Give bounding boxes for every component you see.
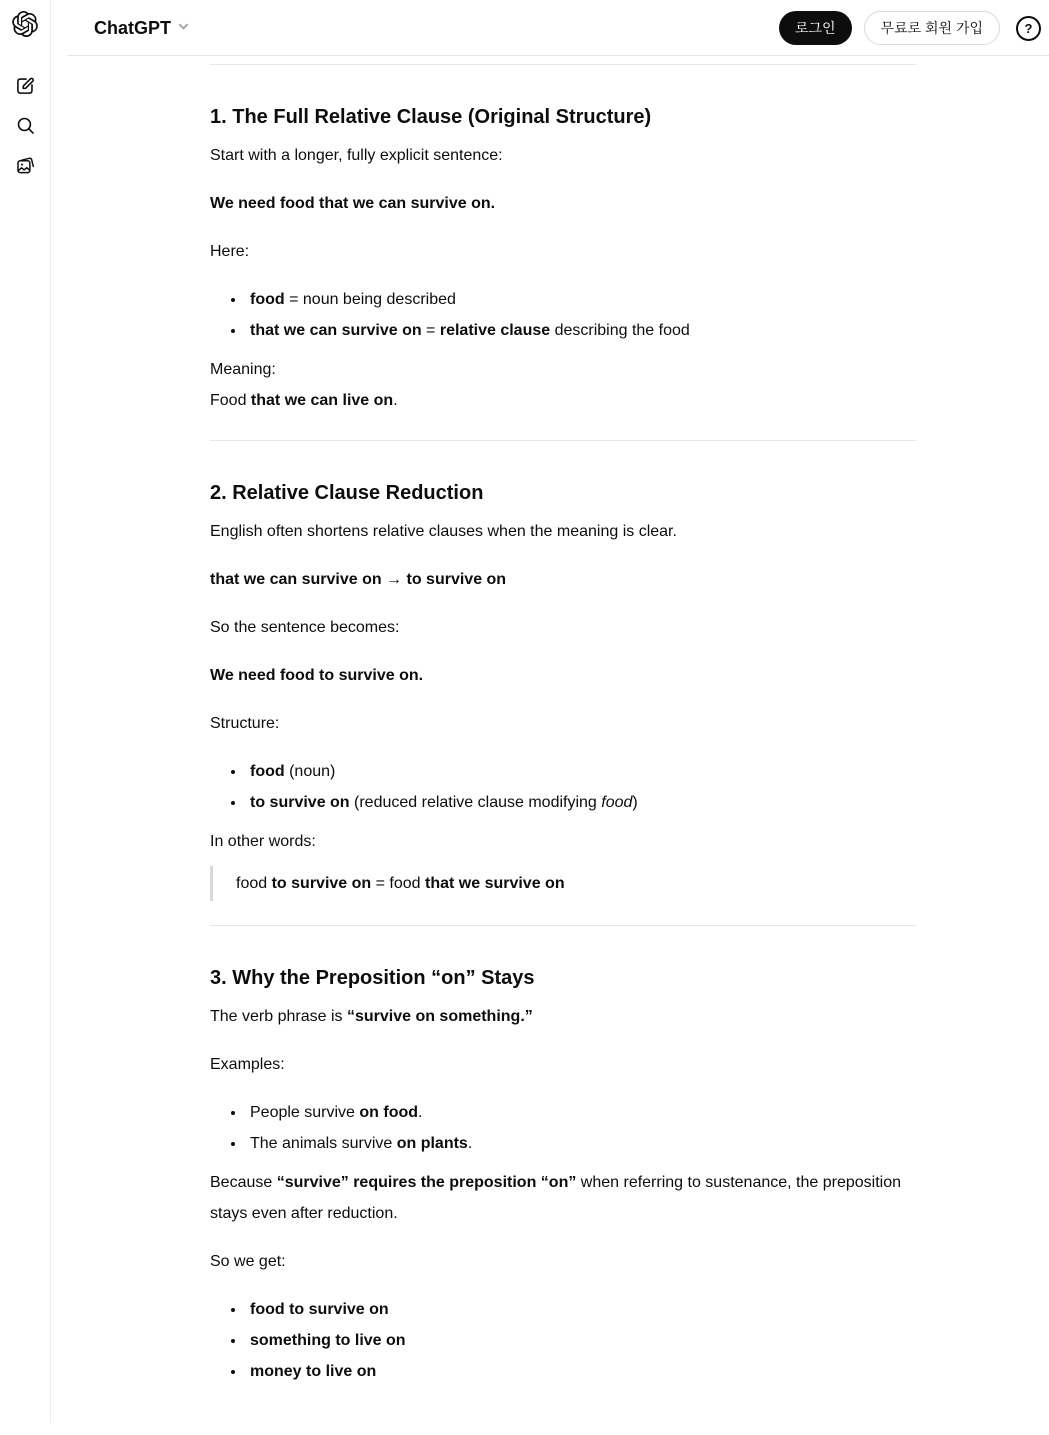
list-item xyxy=(246,1294,916,1325)
divider xyxy=(210,925,916,926)
paragraph xyxy=(210,516,916,547)
text-segment: . xyxy=(418,1104,422,1121)
text-segment: Start with a longer, fully explicit sentence: xyxy=(210,147,503,164)
header-actions xyxy=(779,11,1041,45)
text-segment: So we get: xyxy=(210,1253,286,1270)
bullet-list xyxy=(210,284,916,346)
sidebar xyxy=(0,0,51,1423)
text-segment: English often shortens relative clauses when the meaning is clear. xyxy=(210,523,677,540)
divider xyxy=(210,64,916,65)
text-segment: We need food that we can survive on. xyxy=(210,195,495,212)
paragraph xyxy=(210,236,916,267)
text-segment: So the sentence becomes: xyxy=(210,619,399,636)
thread-content xyxy=(210,56,916,1435)
list-item xyxy=(246,315,916,346)
list-item xyxy=(246,1325,916,1356)
text-segment: something to live on xyxy=(250,1332,406,1349)
text-segment: to survive on xyxy=(250,794,350,811)
paragraph xyxy=(210,708,916,739)
text-segment: to survive on xyxy=(272,875,372,892)
text-segment: = noun being described xyxy=(285,291,456,308)
text-segment: food to survive on xyxy=(250,1301,389,1318)
paragraph xyxy=(210,564,916,595)
text-segment: = xyxy=(422,322,440,339)
text-segment: food xyxy=(601,794,632,811)
login-button[interactable]: 로그인 xyxy=(779,11,852,45)
text-segment: “survive” requires the preposition “on” xyxy=(277,1174,577,1191)
text-segment: food xyxy=(250,291,285,308)
section-heading: 1. The Full Relative Clause (Original Structure) xyxy=(210,102,916,132)
text-segment: (reduced relative clause modifying xyxy=(350,794,602,811)
sidebar-logo[interactable] xyxy=(11,15,39,43)
openai-logo-icon xyxy=(12,11,38,48)
text-segment: Structure: xyxy=(210,715,279,732)
text-segment: Food xyxy=(210,392,251,409)
text-segment: that we can survive on xyxy=(250,322,422,339)
paragraph xyxy=(210,1167,916,1229)
paragraph xyxy=(210,1001,916,1032)
new-chat-icon xyxy=(15,75,36,99)
paragraph xyxy=(210,1049,916,1080)
text-segment: . xyxy=(468,1135,472,1152)
text-segment: money to live on xyxy=(250,1363,376,1380)
text-segment: describing the food xyxy=(550,322,690,339)
text-segment: The animals survive xyxy=(250,1135,397,1152)
chevron-down-icon xyxy=(176,16,191,40)
list-item xyxy=(246,1356,916,1387)
library-icon xyxy=(15,155,36,179)
text-segment: food xyxy=(236,875,272,892)
paragraph xyxy=(210,1246,916,1277)
text-segment: ) xyxy=(632,794,637,811)
bullet-list xyxy=(210,1097,916,1159)
paragraph xyxy=(210,188,916,219)
list-item xyxy=(246,756,916,787)
bullet-list xyxy=(210,1294,916,1387)
main-area xyxy=(51,0,1049,1435)
paragraph xyxy=(210,354,916,416)
text-segment: = food xyxy=(371,875,425,892)
text-segment: (noun) xyxy=(285,763,336,780)
section-heading: 3. Why the Preposition “on” Stays xyxy=(210,963,916,993)
sidebar-item-search[interactable] xyxy=(7,109,43,145)
list-item xyxy=(246,1128,916,1159)
list-item xyxy=(246,787,916,818)
text-segment: that we can survive on → to survive on xyxy=(210,571,506,588)
section-heading: 2. Relative Clause Reduction xyxy=(210,478,916,508)
text-segment: that we can live on xyxy=(251,392,393,409)
divider xyxy=(210,440,916,441)
paragraph xyxy=(210,660,916,691)
search-icon xyxy=(15,115,36,139)
text-segment: Meaning: xyxy=(210,361,276,378)
text-segment: that we survive on xyxy=(425,875,565,892)
text-segment: People survive xyxy=(250,1104,359,1121)
paragraph xyxy=(210,826,916,857)
text-segment: Here: xyxy=(210,243,249,260)
top-header xyxy=(51,0,1049,56)
help-button[interactable] xyxy=(1016,16,1041,41)
text-segment: “survive on something.” xyxy=(347,1008,533,1025)
sidebar-item-new-chat[interactable] xyxy=(7,69,43,105)
app-title: ChatGPT xyxy=(94,16,171,40)
help-icon: ? xyxy=(1025,22,1033,35)
model-selector[interactable] xyxy=(88,12,197,44)
text-segment: Examples: xyxy=(210,1056,285,1073)
text-segment: . xyxy=(393,392,397,409)
text-segment: food xyxy=(250,763,285,780)
list-item xyxy=(246,1097,916,1128)
text-segment: on food xyxy=(359,1104,418,1121)
paragraph xyxy=(210,140,916,171)
sidebar-item-library[interactable] xyxy=(7,149,43,185)
paragraph xyxy=(210,612,916,643)
text-segment: The verb phrase is xyxy=(210,1008,347,1025)
list-item xyxy=(246,284,916,315)
text-segment: We need food to survive on. xyxy=(210,667,423,684)
text-segment: on plants xyxy=(397,1135,468,1152)
text-segment: In other words: xyxy=(210,833,316,850)
blockquote xyxy=(210,866,916,901)
bullet-list xyxy=(210,756,916,818)
text-segment: relative clause xyxy=(440,322,550,339)
text-segment: Because xyxy=(210,1174,277,1191)
signup-button[interactable]: 무료로 회원 가입 xyxy=(864,11,1000,45)
text-segment: when referring to sustenance, the preposition stays even after reduction. xyxy=(210,1174,901,1222)
